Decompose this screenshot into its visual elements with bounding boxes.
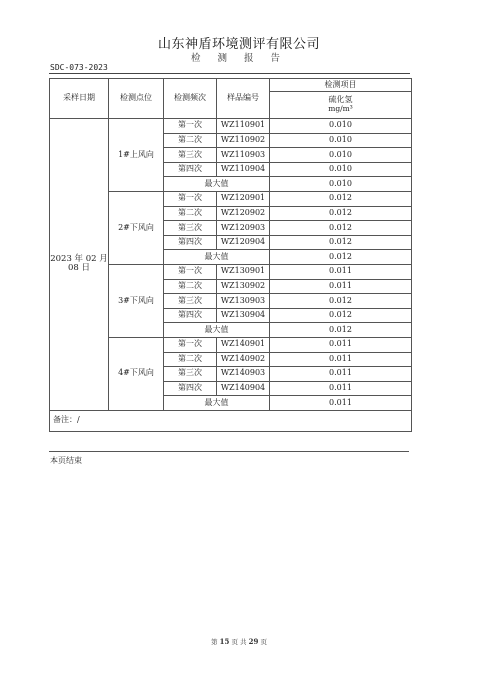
value-cell: 0.010 bbox=[270, 133, 412, 148]
frequency-cell: 第三次 bbox=[164, 148, 217, 163]
frequency-cell: 第一次 bbox=[164, 264, 217, 279]
value-cell: 0.011 bbox=[270, 337, 412, 352]
sample-no-cell: WZ110903 bbox=[217, 148, 270, 163]
company-name: 山东神盾环境测评有限公司 bbox=[157, 37, 320, 52]
page-footer bbox=[0, 637, 478, 646]
footer-suffix: 页 bbox=[260, 638, 267, 646]
sample-no-cell: WZ140902 bbox=[217, 352, 270, 367]
col-header-sample-date: 采样日期 bbox=[50, 79, 109, 119]
value-cell: 0.012 bbox=[270, 221, 412, 236]
col-header-point: 检测点位 bbox=[109, 79, 164, 119]
frequency-cell: 第一次 bbox=[164, 191, 217, 206]
value-cell: 0.011 bbox=[270, 352, 412, 367]
frequency-cell: 第一次 bbox=[164, 337, 217, 352]
point-cell: 1#上风向 bbox=[109, 119, 164, 192]
value-cell: 0.012 bbox=[270, 191, 412, 206]
value-cell: 0.011 bbox=[270, 367, 412, 382]
analyte-unit: mg/m³ bbox=[328, 104, 353, 114]
value-cell: 0.010 bbox=[270, 119, 412, 134]
point-cell: 3#下风向 bbox=[109, 264, 164, 337]
analyte-name: 硫化氢 bbox=[328, 95, 353, 105]
footer-prefix: 第 bbox=[211, 638, 218, 646]
sample-date-cell: 2023 年 02 月 08 日 bbox=[50, 119, 109, 411]
sample-no-cell: WZ140901 bbox=[217, 337, 270, 352]
frequency-cell: 第二次 bbox=[164, 279, 217, 294]
sample-no-cell: WZ140904 bbox=[217, 381, 270, 396]
max-value-cell: 0.011 bbox=[270, 396, 412, 411]
value-cell: 0.012 bbox=[270, 308, 412, 323]
remark-row bbox=[50, 410, 412, 431]
sample-no-cell: WZ130901 bbox=[217, 264, 270, 279]
footer-total-pages: 29 bbox=[248, 637, 259, 646]
col-header-item: 检测项目 bbox=[270, 79, 412, 92]
max-value-cell: 0.010 bbox=[270, 177, 412, 192]
sample-no-cell: WZ130904 bbox=[217, 308, 270, 323]
point-cell: 2#下风向 bbox=[109, 191, 164, 264]
value-cell: 0.012 bbox=[270, 206, 412, 221]
frequency-cell: 第二次 bbox=[164, 352, 217, 367]
frequency-cell: 第四次 bbox=[164, 162, 217, 177]
col-header-frequency: 检测频次 bbox=[164, 79, 217, 119]
col-header-sample-no: 样品编号 bbox=[217, 79, 270, 119]
results-table bbox=[49, 78, 412, 432]
value-cell: 0.012 bbox=[270, 235, 412, 250]
sample-no-cell: WZ130903 bbox=[217, 294, 270, 309]
frequency-cell: 第四次 bbox=[164, 308, 217, 323]
sample-no-cell: WZ120904 bbox=[217, 235, 270, 250]
frequency-cell: 第四次 bbox=[164, 381, 217, 396]
max-label-cell: 最大值 bbox=[164, 250, 270, 265]
end-divider bbox=[49, 451, 409, 452]
max-label-cell: 最大值 bbox=[164, 396, 270, 411]
frequency-cell: 第三次 bbox=[164, 221, 217, 236]
report-subtitle: 检 测 报 告 bbox=[190, 53, 288, 64]
value-cell: 0.011 bbox=[270, 279, 412, 294]
frequency-cell: 第三次 bbox=[164, 367, 217, 382]
sample-no-cell: WZ120901 bbox=[217, 191, 270, 206]
frequency-cell: 第一次 bbox=[164, 119, 217, 134]
header-divider bbox=[49, 73, 410, 74]
frequency-cell: 第二次 bbox=[164, 133, 217, 148]
frequency-cell: 第四次 bbox=[164, 235, 217, 250]
value-cell: 0.010 bbox=[270, 148, 412, 163]
footer-middle: 页 共 bbox=[231, 638, 247, 646]
end-of-page-note: 本页结束 bbox=[50, 456, 82, 465]
value-cell: 0.012 bbox=[270, 294, 412, 309]
max-label-cell: 最大值 bbox=[164, 177, 270, 192]
max-value-cell: 0.012 bbox=[270, 250, 412, 265]
sample-no-cell: WZ140903 bbox=[217, 367, 270, 382]
sample-no-cell: WZ110904 bbox=[217, 162, 270, 177]
value-cell: 0.011 bbox=[270, 381, 412, 396]
remark-cell: 备注：/ bbox=[50, 410, 412, 431]
col-header-analyte bbox=[270, 92, 412, 119]
sample-no-cell: WZ130902 bbox=[217, 279, 270, 294]
sample-no-cell: WZ110902 bbox=[217, 133, 270, 148]
value-cell: 0.011 bbox=[270, 264, 412, 279]
max-label-cell: 最大值 bbox=[164, 323, 270, 338]
sample-no-cell: WZ120902 bbox=[217, 206, 270, 221]
sample-no-cell: WZ120903 bbox=[217, 221, 270, 236]
frequency-cell: 第三次 bbox=[164, 294, 217, 309]
table-row bbox=[50, 119, 412, 134]
value-cell: 0.010 bbox=[270, 162, 412, 177]
max-value-cell: 0.012 bbox=[270, 323, 412, 338]
sample-no-cell: WZ110901 bbox=[217, 119, 270, 134]
point-cell: 4#下风向 bbox=[109, 337, 164, 410]
document-number: SDC-073-2023 bbox=[50, 63, 108, 72]
footer-page-number: 15 bbox=[219, 637, 230, 646]
frequency-cell: 第二次 bbox=[164, 206, 217, 221]
